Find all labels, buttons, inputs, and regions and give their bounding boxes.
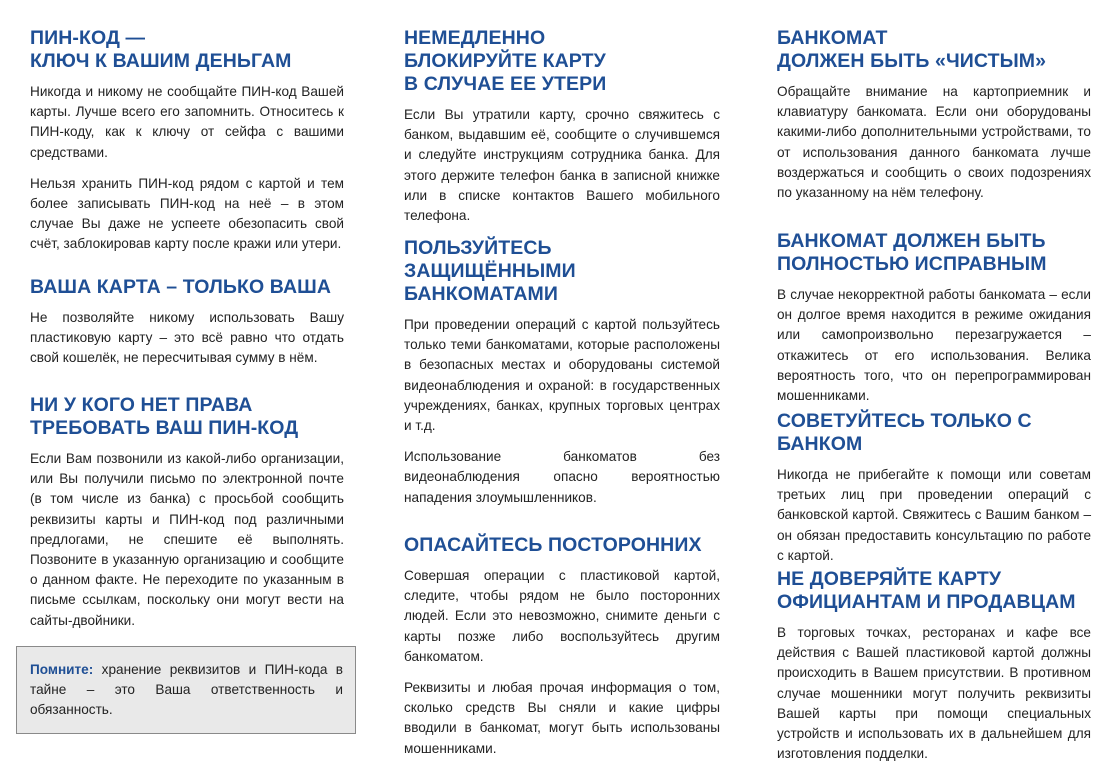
paragraph: Нельзя хранить ПИН-код рядом с картой и тем более записывать ПИН-код на неё – в этом случае Вы даже не успеете обезопасить свой счёт, заблокировав карту после кражи или утери. bbox=[30, 175, 344, 252]
section-heading bbox=[30, 394, 344, 440]
heading-line: ТРЕБОВАТЬ ВАШ ПИН-КОД bbox=[30, 417, 299, 439]
heading-line: СОВЕТУЙТЕСЬ ТОЛЬКО С БАНКОМ bbox=[777, 410, 1032, 455]
heading-line: ВАША КАРТА – ТОЛЬКО ВАША bbox=[30, 276, 332, 298]
heading-line: НЕМЕДЛЕННО bbox=[404, 27, 546, 49]
paragraph: В торговых точках, ресторанах и кафе все действия с Вашей пластиковой картой должны происходить в Вашем присутствии. В противном случае мошенники могут получить реквизиты Вашей карты при помощи специальных устройств и использовать их в дальнейшем для изготовления подделки. bbox=[777, 625, 1091, 762]
section-heading bbox=[777, 568, 1091, 614]
heading-line: КЛЮЧ К ВАШИМ ДЕНЬГАМ bbox=[30, 50, 292, 72]
heading-line: БАНКОМАТАМИ bbox=[404, 283, 558, 305]
paragraph: Никогда не прибегайте к помощи или советам третьих лиц при проведении операций с банковской картой. Свяжитесь с Вашим банком – он обязан предоставить консультацию по работе с картой. bbox=[777, 467, 1091, 563]
paragraph: Никогда и никому не сообщайте ПИН-код Вашей карты. Лучше всего его запомнить. Относитесь к ПИН-коду, как к ключу от сейфа с вашими средствами. bbox=[30, 84, 344, 160]
heading-line: НИ У КОГО НЕТ ПРАВА bbox=[30, 394, 253, 416]
paragraph: Обращайте внимание на картоприемник и клавиатуру банкомата. Если они оборудованы какими-либо дополнительными устройствами, то от использования данного банкомата лучше воздержаться и сообщить о своих подозрениях по указанному на нём телефону. bbox=[777, 84, 1091, 201]
paragraph: Если Вам позвонили из какой-либо организации, или Вы получили письмо по электронной почте (в том числе из банка) с просьбой сообщить реквизиты карты и ПИН-код под различными предлогами, не спешите её выполнять. Позвоните в указанную организацию и сообщите о данном факте. Не переходите по указанным в письме ссылкам, поскольку они могут вести на сайты-двойники. bbox=[30, 451, 344, 628]
heading-line: ПОЛЬЗУЙТЕСЬ bbox=[404, 237, 552, 259]
heading-line: ОФИЦИАНТАМ И ПРОДАВЦАМ bbox=[777, 591, 1076, 613]
section-heading bbox=[404, 237, 720, 306]
section-heading bbox=[30, 27, 344, 73]
section-heading bbox=[404, 534, 720, 557]
paragraph: Использование банкоматов без видеонаблюдения опасно вероятностью нападения злоумышленников. bbox=[404, 449, 720, 505]
paragraph: Совершая операции с пластиковой картой, следите, чтобы рядом не было посторонних людей. Если это невозможно, снимите деньги с карты позже либо воспользуйтесь другим банкоматом. bbox=[404, 568, 720, 664]
heading-line: ПОЛНОСТЬЮ ИСПРАВНЫМ bbox=[777, 253, 1047, 275]
heading-line: БЛОКИРУЙТЕ КАРТУ bbox=[404, 50, 606, 72]
paragraph: Если Вы утратили карту, срочно свяжитесь с банком, выдавшим её, сообщите о случившемся и следуйте инструкциям сотрудника банка. Для этого держите телефон банка в записной книжке или в списке контактов Вашего мобильного телефона. bbox=[404, 107, 720, 224]
section-heading bbox=[777, 27, 1091, 73]
heading-line: ОПАСАЙТЕСЬ ПОСТОРОННИХ bbox=[404, 534, 702, 556]
section-heading bbox=[777, 410, 1091, 456]
section-heading bbox=[777, 230, 1091, 276]
heading-line: НЕ ДОВЕРЯЙТЕ КАРТУ bbox=[777, 568, 1002, 590]
section-clean-atm bbox=[777, 27, 1091, 214]
paragraph: При проведении операций с картой пользуйтесь только теми банкоматами, которые расположены в безопасных местах и оборудованы системой видеонаблюдения и охраной: в государственных учреждениях, банках, крупных торговых центрах и т.д. bbox=[404, 317, 720, 434]
heading-line: БАНКОМАТ bbox=[777, 27, 888, 49]
paragraph: В случае некорректной работы банкомата – если он долгое время находится в режиме ожидания или самопроизвольно перезагружается – откажитесь от его использования. Велика вероятность того, что он перепрограммирован мошенниками. bbox=[777, 287, 1091, 404]
remember-note-box bbox=[16, 646, 356, 734]
section-protected-atms bbox=[404, 237, 720, 519]
paragraph: Не позволяйте никому использовать Вашу пластиковую карту – это всё равно что отдать свой кошелёк, не пересчитывая сумму в нём. bbox=[30, 310, 344, 366]
heading-line: ПИН-КОД — bbox=[30, 27, 146, 49]
section-heading bbox=[404, 27, 720, 96]
section-dont-trust-waiters bbox=[777, 568, 1091, 775]
section-no-right-pin bbox=[30, 394, 344, 642]
section-consult-bank bbox=[777, 410, 1091, 577]
heading-line: ЗАЩИЩЁННЫМИ bbox=[404, 260, 576, 282]
section-pin-key bbox=[30, 27, 344, 266]
note-label: Помните: bbox=[30, 662, 94, 677]
paragraph: Реквизиты и любая прочая информация о том, сколько средств Вы сняли и какие цифры вводили в банкомат, могут быть использованы мошенниками. bbox=[404, 680, 720, 756]
heading-line: В СЛУЧАЕ ЕЕ УТЕРИ bbox=[404, 73, 607, 95]
section-beware-strangers bbox=[404, 534, 720, 770]
heading-line: БАНКОМАТ ДОЛЖЕН БЫТЬ bbox=[777, 230, 1046, 252]
section-card-only-yours bbox=[30, 276, 344, 380]
section-heading bbox=[30, 276, 344, 299]
section-working-atm bbox=[777, 230, 1091, 417]
heading-line: ДОЛЖЕН БЫТЬ «ЧИСТЫМ» bbox=[777, 50, 1047, 72]
note-text bbox=[30, 660, 343, 721]
section-block-card bbox=[404, 27, 720, 237]
note-body: хранение реквизитов и ПИН-кода в тайне – это Ваша ответственность и обязанность. bbox=[30, 662, 343, 718]
